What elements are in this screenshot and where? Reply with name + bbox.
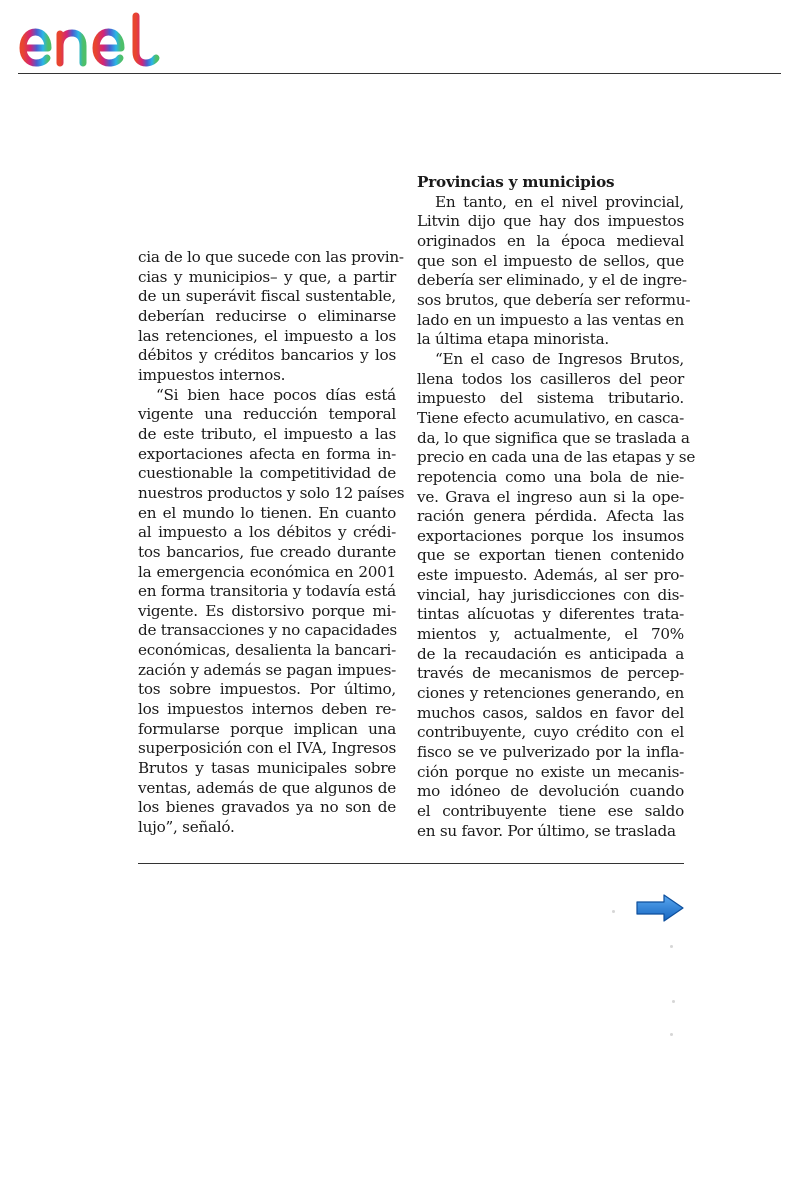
text-line: de este tributo, el impuesto a las	[138, 424, 396, 443]
text-line: fisco se ve pulverizado por la infla-	[417, 743, 684, 762]
text-line: repotencia como una bola de nie-	[417, 467, 684, 486]
article-column-right	[417, 173, 696, 841]
text-line: mo idóneo de devolución cuando	[417, 782, 684, 801]
text-line: vigente una reducción temporal	[138, 405, 396, 424]
scan-speck	[672, 1000, 675, 1003]
article-paragraph	[138, 248, 404, 386]
article-paragraph	[417, 192, 691, 350]
text-line: las retenciones, el impuesto a los	[138, 326, 396, 345]
text-line: debería ser eliminado, y el de ingre-	[417, 271, 687, 290]
text-line: ventas, además de que algunos de	[138, 778, 396, 797]
text-line: nuestros productos y solo 12 países	[138, 483, 405, 502]
text-line: de transacciones y no capacidades	[138, 621, 397, 640]
text-line: sos brutos, que debería ser reformu-	[417, 290, 691, 309]
text-line: que se exportan tienen contenido	[417, 546, 684, 565]
text-line: llena todos los casilleros del peor	[417, 369, 684, 388]
header-rule	[18, 73, 781, 74]
text-line: “En el caso de Ingresos Brutos,	[435, 349, 684, 368]
text-line: los bienes gravados ya no son de	[138, 798, 396, 817]
text-line: lado en un impuesto a las ventas en	[417, 310, 684, 329]
text-line: la última etapa minorista.	[417, 330, 609, 349]
scan-speck	[670, 1033, 673, 1036]
text-line: el contribuyente tiene ese saldo	[417, 802, 684, 820]
text-line: en forma transitoria y todavía está	[138, 582, 396, 601]
text-line: cias y municipios– y que, a partir	[138, 267, 396, 286]
text-line: ve. Grava el ingreso aun si la ope-	[417, 487, 684, 506]
text-line: Brutos y tasas municipales sobre	[138, 759, 396, 778]
text-line: Tiene efecto acumulativo, en casca-	[417, 408, 684, 427]
text-line: tos bancarios, fue creado durante	[138, 542, 396, 561]
text-line: muchos casos, saldos en favor del	[417, 703, 684, 722]
text-line: que son el impuesto de sellos, que	[417, 251, 684, 270]
text-line: impuesto del sistema tributario.	[417, 389, 684, 408]
text-line: la emergencia económica en 2001	[138, 562, 396, 581]
text-line: En tanto, en el nivel provincial,	[435, 192, 684, 211]
text-line: lujo”, señaló.	[138, 818, 235, 837]
text-line: en el mundo lo tienen. En cuanto	[138, 503, 396, 522]
text-line: vincial, hay jurisdicciones con dis-	[417, 585, 684, 604]
text-line: exportaciones afecta en forma in-	[138, 444, 396, 463]
article-paragraph	[138, 385, 405, 838]
text-line: contribuyente, cuyo crédito con el	[417, 723, 684, 742]
text-line: este impuesto. Además, al ser pro-	[417, 566, 684, 585]
text-line: Litvin dijo que hay dos impuestos	[417, 212, 684, 231]
enel-logo	[18, 8, 170, 68]
text-line: en su favor. Por último, se traslada	[417, 821, 676, 840]
column-bottom-rule	[138, 863, 684, 864]
text-line: da, lo que significa que se traslada a	[417, 428, 690, 447]
text-line: cia de lo que sucede con las provin-	[138, 248, 404, 266]
text-line: precio en cada una de las etapas y se	[417, 448, 696, 467]
text-line: ciones y retenciones generando, en	[417, 684, 684, 703]
article-column-right-body	[417, 192, 696, 842]
text-line: originados en la época medieval	[417, 231, 684, 250]
text-line: al impuesto a los débitos y crédi-	[138, 523, 396, 542]
article-column-left	[138, 248, 405, 838]
section-subheading: Provincias y municipios	[417, 173, 615, 191]
text-line: tos sobre impuestos. Por último,	[138, 680, 396, 699]
text-line: los impuestos internos deben re-	[138, 700, 396, 719]
text-line: tintas alícuotas y diferentes trata-	[417, 605, 684, 624]
text-line: ración genera pérdida. Afecta las	[417, 507, 684, 526]
text-line: vigente. Es distorsivo porque mi-	[138, 601, 396, 620]
text-line: “Si bien hace pocos días está	[156, 385, 396, 404]
next-page-arrow-icon[interactable]	[634, 893, 686, 923]
scan-speck	[670, 945, 673, 948]
text-line: de un superávit fiscal sustentable,	[138, 287, 396, 306]
text-line: económicas, desalienta la bancari-	[138, 641, 396, 660]
scan-speck	[612, 910, 615, 913]
text-line: ción porque no existe un mecanis-	[417, 762, 684, 781]
text-line: impuestos internos.	[138, 365, 286, 384]
text-line: zación y además se pagan impues-	[138, 660, 396, 679]
text-line: formularse porque implican una	[138, 719, 396, 738]
text-line: mientos y, actualmente, el 70%	[417, 625, 684, 644]
text-line: cuestionable la competitividad de	[138, 464, 396, 483]
text-line: exportaciones porque los insumos	[417, 526, 684, 545]
text-line: deberían reducirse o eliminarse	[138, 306, 396, 325]
article-paragraph	[417, 349, 696, 841]
text-line: de la recaudación es anticipada a	[417, 644, 684, 663]
text-line: través de mecanismos de percep-	[417, 664, 684, 683]
text-line: superposición con el IVA, Ingresos	[138, 739, 396, 758]
text-line: débitos y créditos bancarios y los	[138, 346, 396, 365]
